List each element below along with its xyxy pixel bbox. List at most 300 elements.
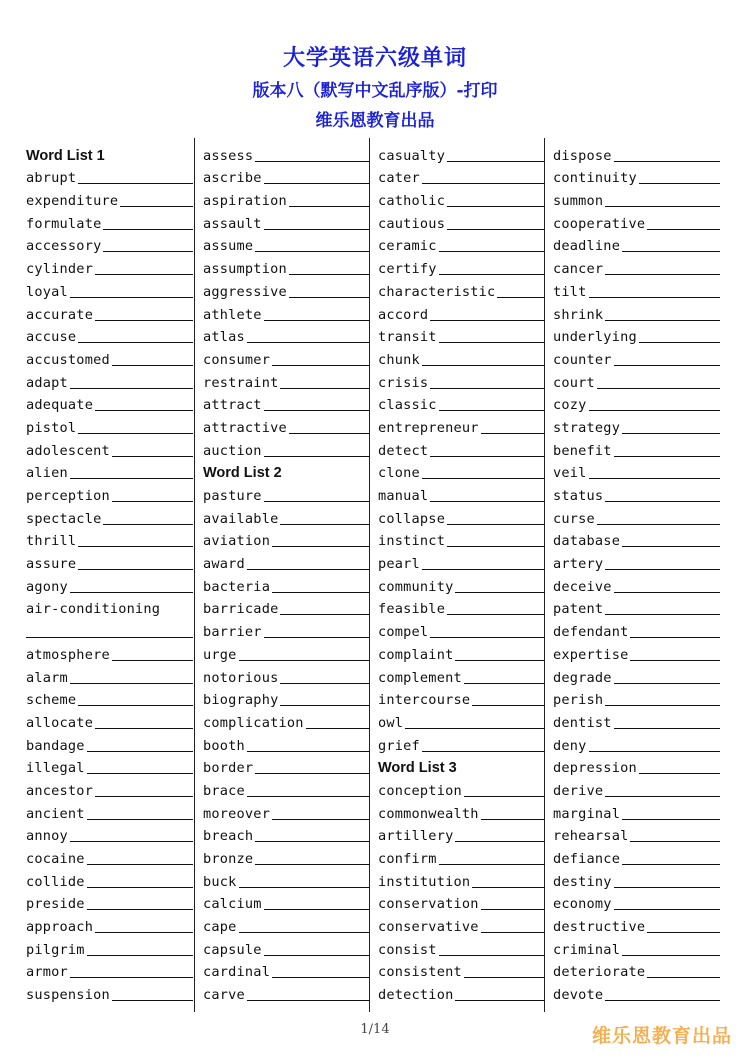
english-word: consist xyxy=(378,941,437,958)
answer-blank[interactable] xyxy=(87,773,193,774)
answer-blank[interactable] xyxy=(70,683,193,684)
word-row xyxy=(370,210,545,233)
word-row xyxy=(195,959,370,982)
answer-blank[interactable] xyxy=(95,410,193,411)
answer-blank[interactable] xyxy=(639,183,720,184)
english-word: commonwealth xyxy=(378,805,479,822)
answer-blank[interactable] xyxy=(455,1000,545,1001)
answer-blank[interactable] xyxy=(422,569,545,570)
word-row xyxy=(18,732,193,755)
answer-blank[interactable] xyxy=(614,887,720,888)
answer-blank[interactable] xyxy=(647,229,720,230)
english-word: shrink xyxy=(553,306,604,323)
answer-blank[interactable] xyxy=(455,592,545,593)
word-list-title: Word List 2 xyxy=(203,465,282,482)
answer-blank[interactable] xyxy=(430,320,545,321)
english-word: degrade xyxy=(553,669,612,686)
word-row xyxy=(545,959,720,982)
answer-blank[interactable] xyxy=(439,274,545,275)
english-word: chunk xyxy=(378,351,420,368)
answer-blank[interactable] xyxy=(622,546,720,547)
answer-blank[interactable] xyxy=(247,569,370,570)
english-word: complement xyxy=(378,669,462,686)
english-word: cooperative xyxy=(553,215,646,232)
english-word: transit xyxy=(378,329,437,346)
answer-blank[interactable] xyxy=(103,251,193,252)
answer-blank[interactable] xyxy=(430,501,545,502)
word-list-title: Word List 3 xyxy=(378,760,457,777)
english-word: ancestor xyxy=(26,782,94,799)
english-word: preside xyxy=(26,896,85,913)
word-row xyxy=(545,142,720,165)
english-word: thrill xyxy=(26,533,77,550)
english-word: cardinal xyxy=(203,964,271,981)
word-row xyxy=(370,959,545,982)
answer-blank[interactable] xyxy=(264,501,370,502)
word-row xyxy=(18,573,193,596)
answer-blank[interactable] xyxy=(70,388,193,389)
word-row xyxy=(370,301,545,324)
word-row xyxy=(195,596,370,619)
answer-blank[interactable] xyxy=(255,864,370,865)
english-word: moreover xyxy=(203,805,271,822)
answer-blank[interactable] xyxy=(247,796,370,797)
answer-blank[interactable] xyxy=(264,320,370,321)
answer-blank[interactable] xyxy=(481,909,545,910)
answer-blank[interactable] xyxy=(447,229,545,230)
answer-blank[interactable] xyxy=(70,297,193,298)
answer-blank[interactable] xyxy=(447,546,545,547)
word-row xyxy=(195,641,370,664)
word-row xyxy=(370,233,545,256)
word-row xyxy=(370,868,545,891)
answer-blank[interactable] xyxy=(647,977,720,978)
word-row xyxy=(545,891,720,914)
answer-blank[interactable] xyxy=(247,751,370,752)
answer-blank[interactable] xyxy=(120,206,193,207)
word-row xyxy=(370,800,545,823)
word-row xyxy=(545,777,720,800)
answer-blank[interactable] xyxy=(439,251,545,252)
english-word: manual xyxy=(378,488,429,504)
english-word: marginal xyxy=(553,805,621,822)
answer-blank[interactable] xyxy=(95,932,193,933)
answer-blank[interactable] xyxy=(112,660,193,661)
answer-blank[interactable] xyxy=(622,955,720,956)
answer-blank[interactable] xyxy=(78,569,193,570)
page-subtitle: 版本八（默写中文乱序版）-打印 xyxy=(252,81,498,101)
answer-blank[interactable] xyxy=(464,796,545,797)
word-row xyxy=(545,732,720,755)
english-word: agony xyxy=(26,578,68,595)
english-word: pistol xyxy=(26,419,77,436)
publisher-line: 维乐恩教育出品 xyxy=(315,111,435,131)
answer-blank[interactable] xyxy=(264,637,370,638)
english-word: casualty xyxy=(378,147,446,164)
english-word: attractive xyxy=(203,419,287,436)
word-row xyxy=(545,278,720,301)
word-row xyxy=(18,528,193,551)
english-word: buck xyxy=(203,873,237,890)
english-word: intercourse xyxy=(378,692,471,709)
answer-blank[interactable] xyxy=(78,183,193,184)
answer-blank[interactable] xyxy=(447,614,545,615)
word-row xyxy=(545,800,720,823)
answer-blank[interactable] xyxy=(430,456,545,457)
english-word: summon xyxy=(553,193,604,210)
english-word: calcium xyxy=(203,896,262,913)
answer-blank[interactable] xyxy=(87,955,193,956)
word-row xyxy=(18,278,193,301)
answer-blank[interactable] xyxy=(589,751,720,752)
answer-blank[interactable] xyxy=(272,592,370,593)
answer-blank[interactable] xyxy=(95,796,193,797)
answer-blank[interactable] xyxy=(614,683,720,684)
answer-blank[interactable] xyxy=(589,478,720,479)
english-word: conservation xyxy=(378,896,479,913)
answer-blank[interactable] xyxy=(630,660,720,661)
english-word: cautious xyxy=(378,215,446,232)
answer-blank[interactable] xyxy=(422,183,545,184)
english-word: continuity xyxy=(553,170,637,187)
answer-blank[interactable] xyxy=(439,342,545,343)
answer-blank[interactable] xyxy=(78,705,193,706)
answer-blank[interactable] xyxy=(264,183,370,184)
answer-blank[interactable] xyxy=(422,751,545,752)
word-row xyxy=(18,800,193,823)
answer-blank[interactable] xyxy=(272,977,370,978)
word-row xyxy=(18,891,193,914)
word-row xyxy=(195,142,370,165)
answer-blank[interactable] xyxy=(239,932,370,933)
answer-blank[interactable] xyxy=(103,229,193,230)
answer-blank[interactable] xyxy=(622,864,720,865)
english-word: restraint xyxy=(203,374,279,391)
answer-blank[interactable] xyxy=(280,524,370,525)
english-word: rehearsal xyxy=(553,828,629,845)
word-row xyxy=(370,369,545,392)
answer-blank[interactable] xyxy=(439,955,545,956)
answer-blank[interactable] xyxy=(87,819,193,820)
answer-blank[interactable] xyxy=(614,161,720,162)
english-word: ancient xyxy=(26,805,85,822)
answer-blank[interactable] xyxy=(306,728,370,729)
english-word: underlying xyxy=(553,329,637,346)
answer-blank[interactable] xyxy=(481,819,545,820)
answer-blank[interactable] xyxy=(264,909,370,910)
english-word: armor xyxy=(26,964,68,981)
answer-blank[interactable] xyxy=(264,456,370,457)
english-word: loyal xyxy=(26,283,68,300)
answer-blank[interactable] xyxy=(647,932,720,933)
english-word: booth xyxy=(203,737,245,754)
english-word: veil xyxy=(553,465,587,482)
english-word: award xyxy=(203,556,245,573)
answer-blank[interactable] xyxy=(605,1000,720,1001)
english-word: curse xyxy=(553,510,595,527)
english-word: patent xyxy=(553,601,604,618)
answer-blank[interactable] xyxy=(481,433,545,434)
english-word: conception xyxy=(378,782,462,799)
english-word: deceive xyxy=(553,578,612,595)
english-word: instinct xyxy=(378,533,446,550)
word-row xyxy=(370,414,545,437)
word-row xyxy=(370,981,545,1004)
english-word: ascribe xyxy=(203,170,262,187)
english-word: suspension xyxy=(26,987,110,1004)
answer-blank[interactable] xyxy=(280,388,370,389)
answer-blank[interactable] xyxy=(87,864,193,865)
answer-blank[interactable] xyxy=(239,887,370,888)
answer-blank[interactable] xyxy=(589,410,720,411)
answer-blank[interactable] xyxy=(280,614,370,615)
answer-blank[interactable] xyxy=(112,365,193,366)
answer-blank[interactable] xyxy=(26,637,193,638)
word-row xyxy=(195,823,370,846)
answer-blank[interactable] xyxy=(280,705,370,706)
english-word: alien xyxy=(26,465,68,482)
answer-blank[interactable] xyxy=(78,433,193,434)
word-row xyxy=(370,482,545,505)
answer-blank[interactable] xyxy=(622,251,720,252)
answer-blank[interactable] xyxy=(272,819,370,820)
answer-blank[interactable] xyxy=(272,365,370,366)
english-word: aggressive xyxy=(203,283,287,300)
answer-blank[interactable] xyxy=(264,410,370,411)
word-row xyxy=(18,482,193,505)
answer-blank[interactable] xyxy=(264,229,370,230)
english-word: attract xyxy=(203,397,262,414)
english-word: dispose xyxy=(553,147,612,164)
answer-blank[interactable] xyxy=(614,365,720,366)
english-word: strategy xyxy=(553,419,621,436)
answer-blank[interactable] xyxy=(605,206,720,207)
answer-blank[interactable] xyxy=(622,433,720,434)
english-word: dentist xyxy=(553,714,612,731)
answer-blank[interactable] xyxy=(472,887,545,888)
answer-blank[interactable] xyxy=(447,206,545,207)
english-word: feasible xyxy=(378,601,446,618)
answer-blank[interactable] xyxy=(605,320,720,321)
word-row xyxy=(545,687,720,710)
answer-blank[interactable] xyxy=(605,569,720,570)
word-row xyxy=(370,165,545,188)
word-row xyxy=(195,324,370,347)
answer-blank[interactable] xyxy=(455,841,545,842)
answer-blank[interactable] xyxy=(70,478,193,479)
answer-blank[interactable] xyxy=(630,637,720,638)
word-row xyxy=(195,618,370,641)
answer-blank[interactable] xyxy=(70,977,193,978)
english-word: pasture xyxy=(203,488,262,504)
english-word: air-conditioning xyxy=(26,601,161,618)
answer-blank[interactable] xyxy=(239,660,370,661)
answer-blank[interactable] xyxy=(472,705,545,706)
english-word: auction xyxy=(203,442,262,459)
word-row xyxy=(370,324,545,347)
word-row xyxy=(370,709,545,732)
answer-blank[interactable] xyxy=(255,841,370,842)
english-word: deadline xyxy=(553,238,621,255)
answer-blank[interactable] xyxy=(447,161,545,162)
answer-blank[interactable] xyxy=(264,955,370,956)
answer-blank[interactable] xyxy=(95,320,193,321)
answer-blank[interactable] xyxy=(597,524,720,525)
answer-blank[interactable] xyxy=(455,660,545,661)
english-word: expenditure xyxy=(26,193,119,210)
word-row xyxy=(545,981,720,1004)
answer-blank[interactable] xyxy=(639,773,720,774)
answer-blank[interactable] xyxy=(95,728,193,729)
word-row xyxy=(370,142,545,165)
answer-blank[interactable] xyxy=(605,274,720,275)
answer-blank[interactable] xyxy=(464,977,545,978)
english-word: assumption xyxy=(203,261,287,278)
english-word: economy xyxy=(553,896,612,913)
answer-blank[interactable] xyxy=(289,433,370,434)
answer-blank[interactable] xyxy=(622,819,720,820)
answer-blank[interactable] xyxy=(78,342,193,343)
answer-blank[interactable] xyxy=(87,909,193,910)
answer-blank[interactable] xyxy=(589,297,720,298)
answer-blank[interactable] xyxy=(112,1000,193,1001)
english-word: characteristic xyxy=(378,283,496,300)
answer-blank[interactable] xyxy=(464,683,545,684)
answer-blank[interactable] xyxy=(614,728,720,729)
answer-blank[interactable] xyxy=(439,864,545,865)
word-row xyxy=(195,755,370,778)
answer-blank[interactable] xyxy=(78,546,193,547)
word-row xyxy=(195,845,370,868)
answer-blank[interactable] xyxy=(430,637,545,638)
answer-blank[interactable] xyxy=(605,705,720,706)
word-row xyxy=(195,981,370,1004)
answer-blank[interactable] xyxy=(422,478,545,479)
word-row xyxy=(18,913,193,936)
word-row xyxy=(18,823,193,846)
answer-blank[interactable] xyxy=(630,841,720,842)
english-word: assure xyxy=(26,556,77,573)
answer-blank[interactable] xyxy=(70,592,193,593)
word-row xyxy=(370,687,545,710)
answer-blank[interactable] xyxy=(87,887,193,888)
answer-blank[interactable] xyxy=(430,388,545,389)
english-word: entrepreneur xyxy=(378,419,479,436)
english-word: aviation xyxy=(203,533,271,550)
english-word: clone xyxy=(378,465,420,482)
answer-blank[interactable] xyxy=(439,410,545,411)
answer-blank[interactable] xyxy=(289,274,370,275)
answer-blank[interactable] xyxy=(605,501,720,502)
english-word: counter xyxy=(553,351,612,368)
word-row xyxy=(370,823,545,846)
word-row xyxy=(370,437,545,460)
word-row xyxy=(370,187,545,210)
english-word: artery xyxy=(553,556,604,573)
word-list-heading xyxy=(195,460,370,483)
word-row xyxy=(370,528,545,551)
answer-blank[interactable] xyxy=(247,342,370,343)
word-row xyxy=(195,369,370,392)
answer-blank[interactable] xyxy=(255,251,370,252)
word-row xyxy=(195,187,370,210)
word-row xyxy=(545,755,720,778)
english-word: artillery xyxy=(378,828,454,845)
answer-blank[interactable] xyxy=(103,524,193,525)
english-word: crisis xyxy=(378,374,429,391)
answer-blank[interactable] xyxy=(289,206,370,207)
english-word: bandage xyxy=(26,737,85,754)
english-word: barrier xyxy=(203,624,262,641)
word-row xyxy=(195,482,370,505)
word-column-4 xyxy=(545,142,720,1014)
answer-blank[interactable] xyxy=(247,1000,370,1001)
english-word: assess xyxy=(203,147,254,164)
answer-blank[interactable] xyxy=(497,297,545,298)
page-number: 1/14 xyxy=(360,1022,390,1037)
answer-blank[interactable] xyxy=(95,274,193,275)
english-word: atmosphere xyxy=(26,646,110,663)
word-row xyxy=(18,868,193,891)
answer-blank[interactable] xyxy=(87,751,193,752)
word-row xyxy=(18,392,193,415)
english-word: accurate xyxy=(26,306,94,323)
answer-blank[interactable] xyxy=(614,456,720,457)
answer-blank[interactable] xyxy=(405,728,545,729)
word-column-2 xyxy=(195,142,370,1014)
answer-blank[interactable] xyxy=(255,161,370,162)
word-row xyxy=(195,346,370,369)
english-word: depression xyxy=(553,760,637,777)
word-row xyxy=(18,210,193,233)
answer-blank[interactable] xyxy=(597,388,720,389)
english-word: destiny xyxy=(553,873,612,890)
word-row xyxy=(545,482,720,505)
english-word: accord xyxy=(378,306,429,323)
answer-blank[interactable] xyxy=(605,614,720,615)
answer-blank[interactable] xyxy=(255,773,370,774)
answer-blank[interactable] xyxy=(112,456,193,457)
answer-blank[interactable] xyxy=(272,546,370,547)
header xyxy=(0,42,750,136)
answer-blank[interactable] xyxy=(70,841,193,842)
english-word: bronze xyxy=(203,851,254,867)
word-row xyxy=(370,891,545,914)
answer-blank[interactable] xyxy=(289,297,370,298)
english-word: benefit xyxy=(553,442,612,459)
answer-blank[interactable] xyxy=(481,932,545,933)
answer-blank[interactable] xyxy=(112,501,193,502)
answer-blank[interactable] xyxy=(280,683,370,684)
answer-blank[interactable] xyxy=(614,592,720,593)
word-row xyxy=(545,868,720,891)
english-word: allocate xyxy=(26,714,94,731)
answer-blank[interactable] xyxy=(422,365,545,366)
answer-blank[interactable] xyxy=(639,342,720,343)
word-row xyxy=(545,823,720,846)
word-row xyxy=(18,414,193,437)
english-word: consumer xyxy=(203,351,271,368)
answer-blank[interactable] xyxy=(605,796,720,797)
english-word: pilgrim xyxy=(26,941,85,958)
word-row xyxy=(545,641,720,664)
answer-blank[interactable] xyxy=(614,909,720,910)
word-row xyxy=(195,664,370,687)
word-row xyxy=(18,165,193,188)
word-row xyxy=(18,845,193,868)
answer-blank[interactable] xyxy=(447,524,545,525)
page-title: 大学英语六级单词 xyxy=(282,46,467,71)
